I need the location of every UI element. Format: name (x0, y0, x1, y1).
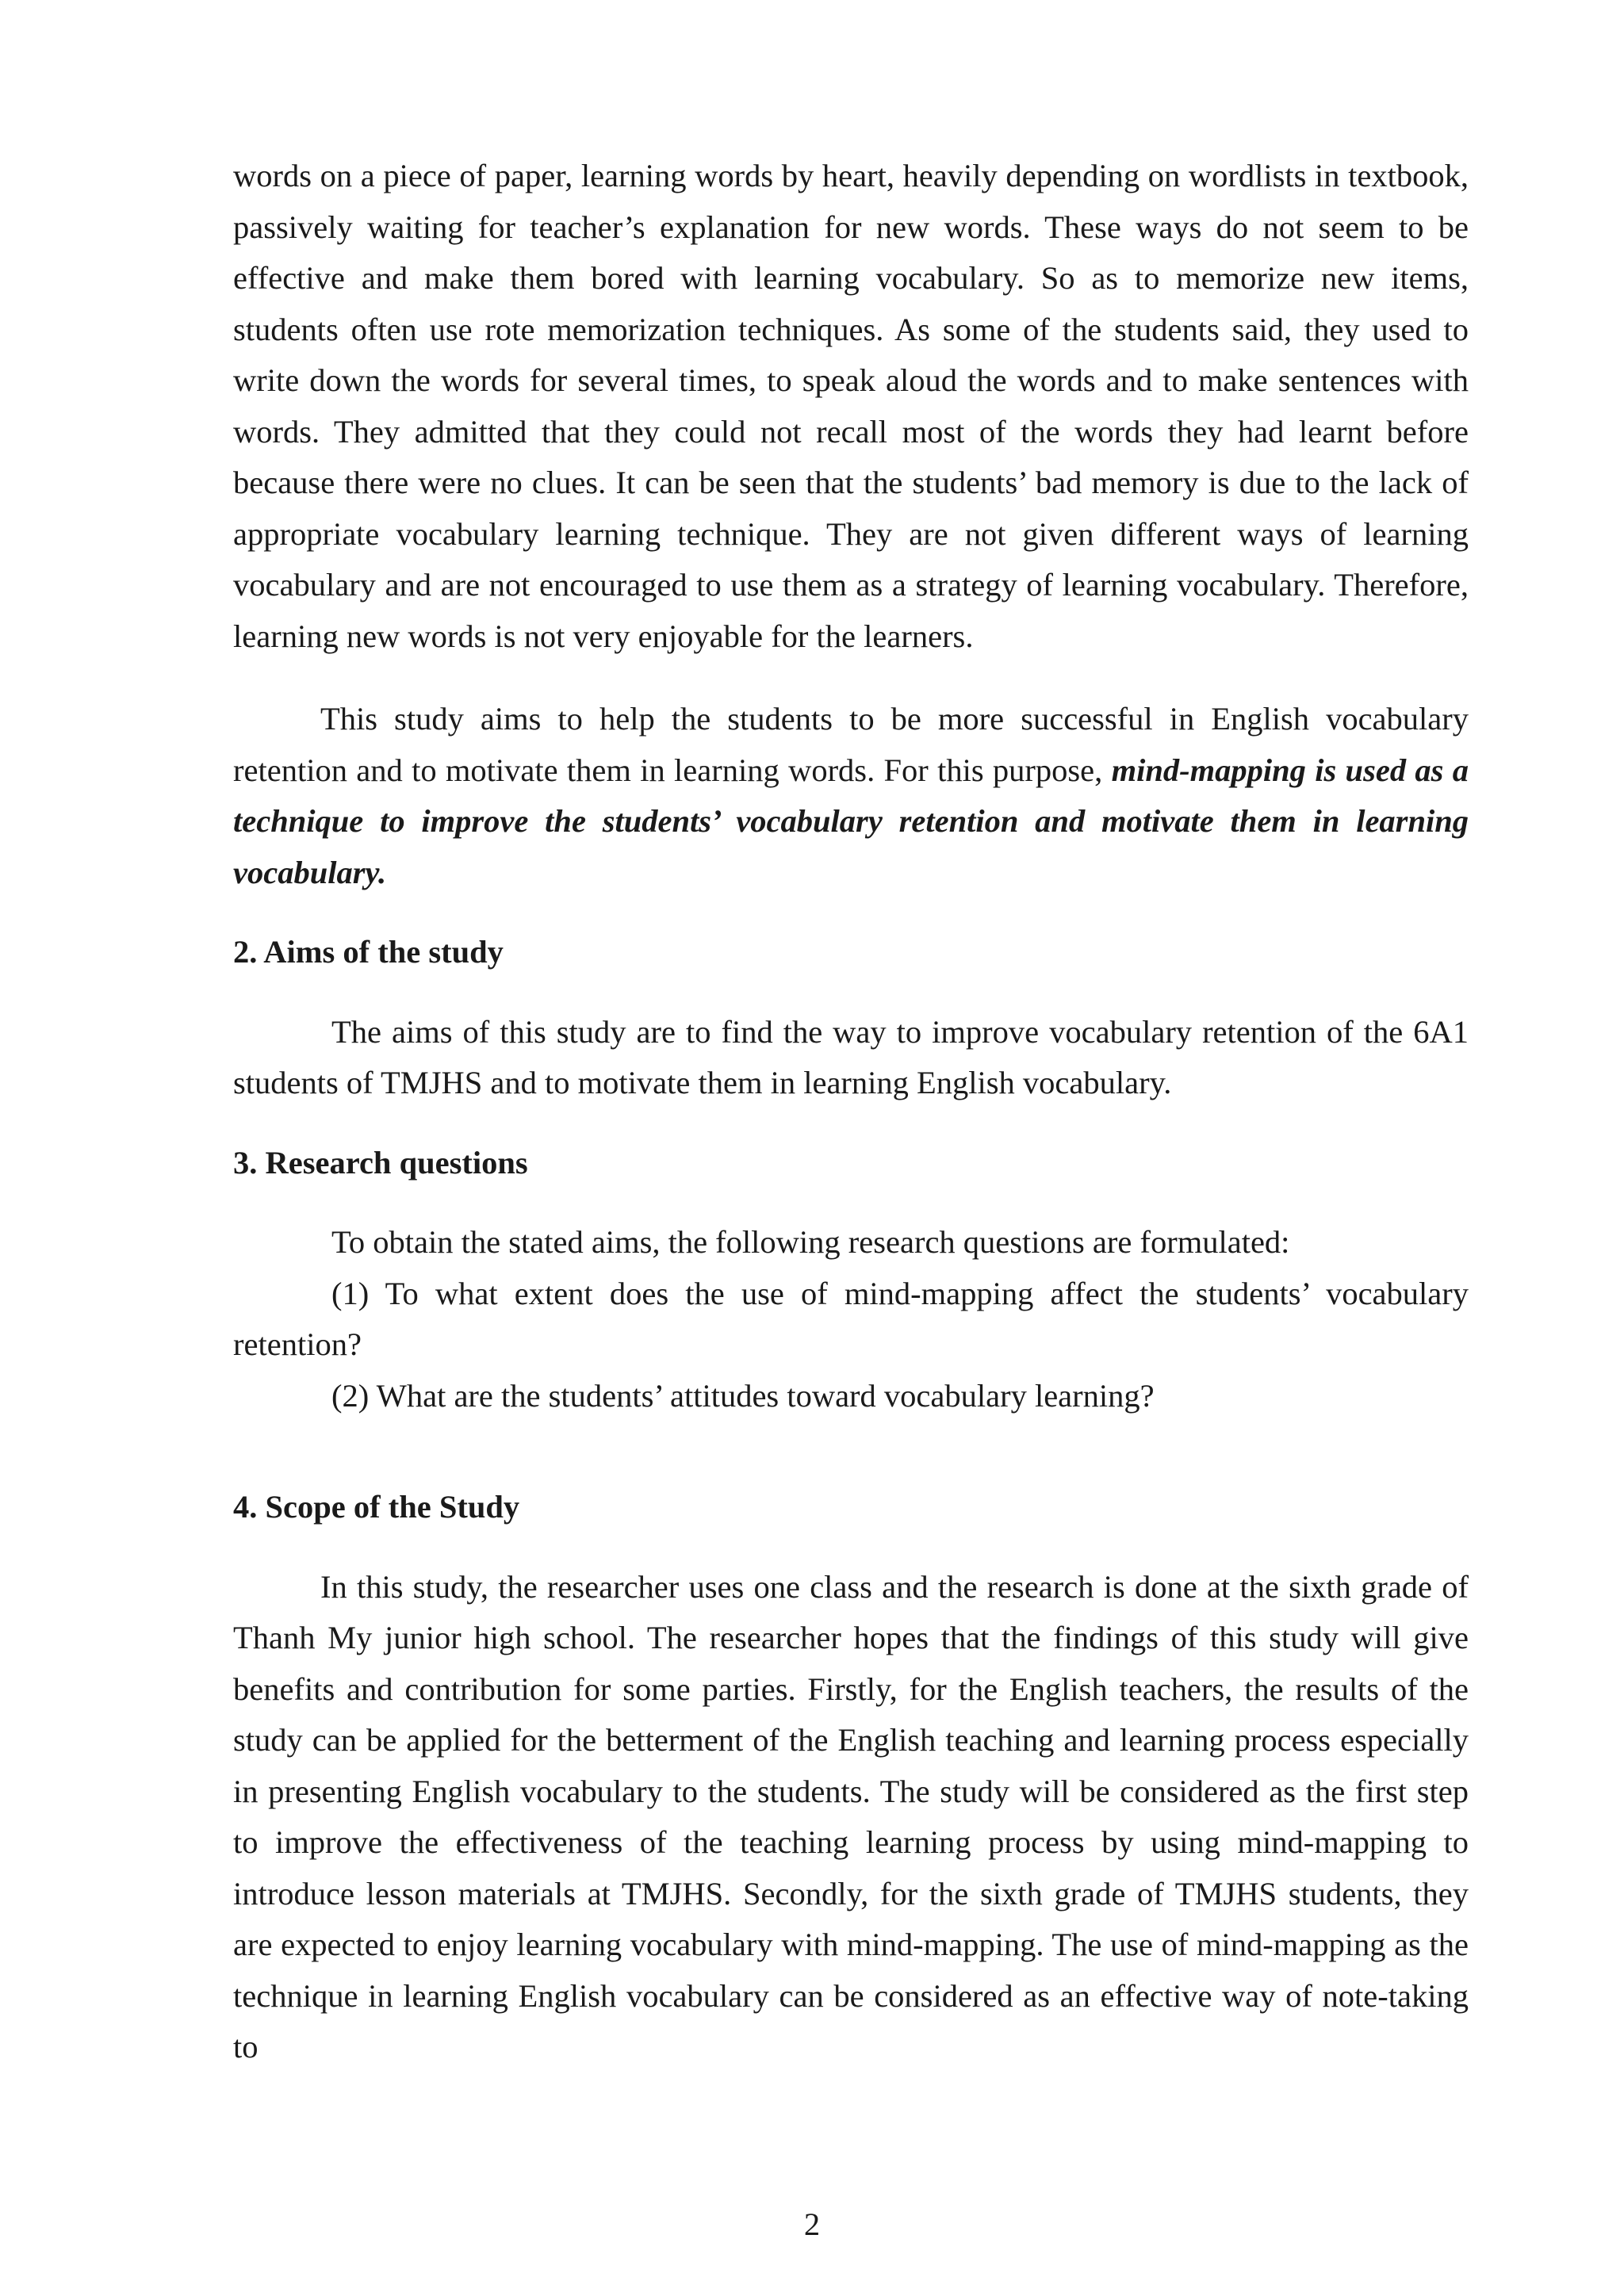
research-questions-intro: To obtain the stated aims, the following research questions are formulated: (331, 1224, 1290, 1260)
research-questions-heading: 3. Research questions (233, 1144, 528, 1181)
study-purpose-text: This study aims to help the students to be more successful in English vocabulary retention and to motivate them in learning words. For this purpose, (233, 701, 1469, 788)
research-question-2: (2) What are the students’ attitudes toward vocabulary learning? (331, 1377, 1155, 1414)
page-body (233, 151, 1469, 2073)
intro-paragraph-continued: words on a piece of paper, learning words by heart, heavily depending on wordlists in textbook, passively waiting for teacher’s explanation for new words. These ways do not seem to be effective and make them bored with learning vocabulary. So as to memorize new items, students often use rote memorization techniques. As some of the students said, they used to write down the words for several times, to speak aloud the words and to make sentences with words. They admitted that they could not recall most of the words they had learnt before because there were no clues. It can be seen that the students’ bad memory is due to the lack of appropriate vocabulary learning technique. They are not given different ways of learning vocabulary and are not encouraged to use them as a strategy of learning vocabulary. Therefore, learning new words is not very enjoyable for the learners. (233, 158, 1469, 654)
page-number: 2 (803, 2206, 821, 2242)
aims-heading: 2. Aims of the study (233, 934, 504, 970)
aims-paragraph: The aims of this study are to find the way to improve vocabulary retention of the 6A1 students of TMJHS and to motivate them in learning English vocabulary. (233, 1013, 1469, 1100)
research-question-1: (1) To what extent does the use of mind-mapping affect the students’ vocabulary retention? (233, 1275, 1469, 1362)
study-purpose-paragraph (233, 694, 1469, 898)
scope-paragraph: In this study, the researcher uses one class and the research is done at the sixth grade of Thanh My junior high school. The researcher hopes that the findings of this study will give benefits and contribution for some parties. Firstly, for the English teachers, the results of the study can be applied for the betterment of the English teaching and learning process especially in presenting English vocabulary to the students. The study will be considered as the first step to improve the effectiveness of the teaching learning process by using mind-mapping to introduce lesson materials at TMJHS. Secondly, for the sixth grade of TMJHS students, they are expected to enjoy learning vocabulary with mind-mapping. The use of mind-mapping as the technique in learning English vocabulary can be considered as an effective way of note-taking to (233, 1568, 1469, 2064)
study-purpose-emphasis: mind-mapping is used as a technique to improve the students’ vocabulary retention and motivate them in learning vocabulary. (233, 752, 1469, 890)
scope-heading: 4. Scope of the Study (233, 1489, 520, 1525)
